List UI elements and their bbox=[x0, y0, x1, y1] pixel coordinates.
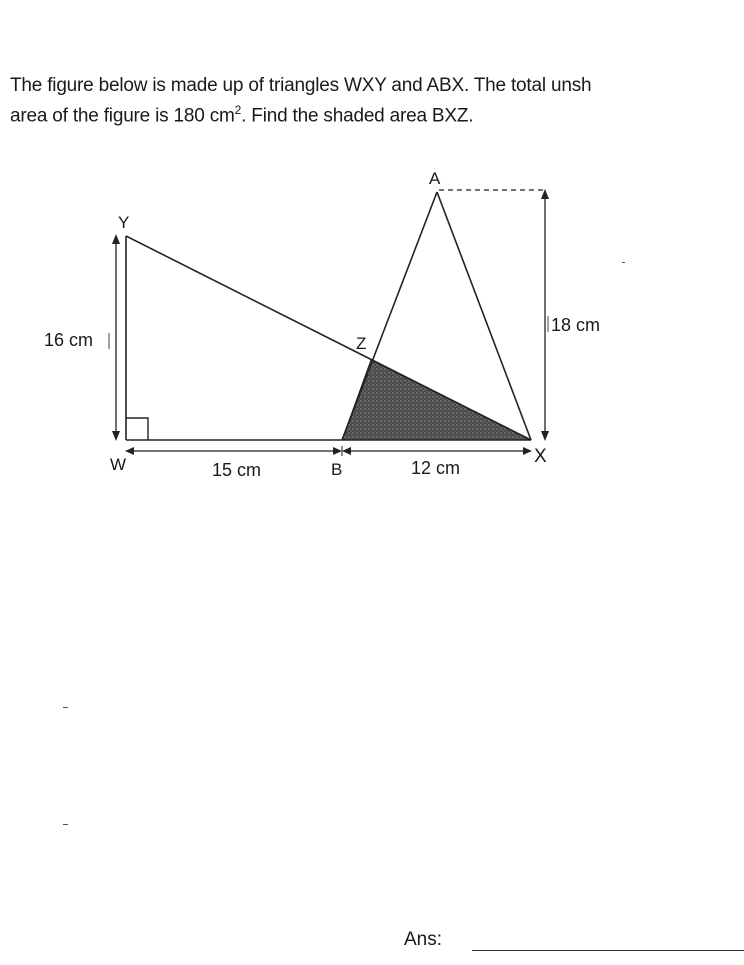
side-yx bbox=[126, 236, 531, 440]
answer-label: Ans: bbox=[404, 929, 443, 950]
dimension-label-wb: 15 cm bbox=[212, 460, 262, 480]
arrowhead-height-bottom bbox=[541, 431, 549, 441]
scan-mark-3 bbox=[622, 262, 625, 263]
arrowhead-wy-top bbox=[112, 234, 120, 244]
dimension-label-bx: 12 cm bbox=[411, 458, 461, 478]
answer-blank-line[interactable] bbox=[472, 950, 744, 951]
shaded-triangle-bxz bbox=[342, 360, 531, 440]
question-line-2-start: area of the figure is 180 cm bbox=[10, 105, 235, 127]
arrowhead-wy-bottom bbox=[112, 431, 120, 441]
question-line-2-end: . Find the shaded area BXZ. bbox=[241, 105, 474, 127]
label-point-z: Z bbox=[356, 334, 367, 353]
label-point-x: X bbox=[534, 446, 547, 467]
right-angle-marker bbox=[126, 418, 148, 440]
label-point-b: B bbox=[331, 460, 343, 479]
arrowhead-wb-right bbox=[333, 447, 342, 455]
scan-mark-1 bbox=[63, 707, 68, 708]
arrowhead-bx-left bbox=[342, 447, 351, 455]
label-point-w: W bbox=[110, 455, 127, 474]
dimension-label-wy: 16 cm bbox=[44, 330, 94, 350]
dimension-label-height: 18 cm bbox=[551, 315, 601, 335]
squared-superscript: 2 bbox=[234, 103, 242, 117]
scan-mark-2 bbox=[63, 824, 68, 825]
label-point-y: Y bbox=[118, 213, 130, 232]
question-line-1: The figure below is made up of triangles WXY and ABX. The total unsh bbox=[10, 75, 592, 96]
arrowhead-bx-right bbox=[523, 447, 532, 455]
label-point-a: A bbox=[429, 169, 441, 188]
arrowhead-wb-left bbox=[125, 447, 134, 455]
